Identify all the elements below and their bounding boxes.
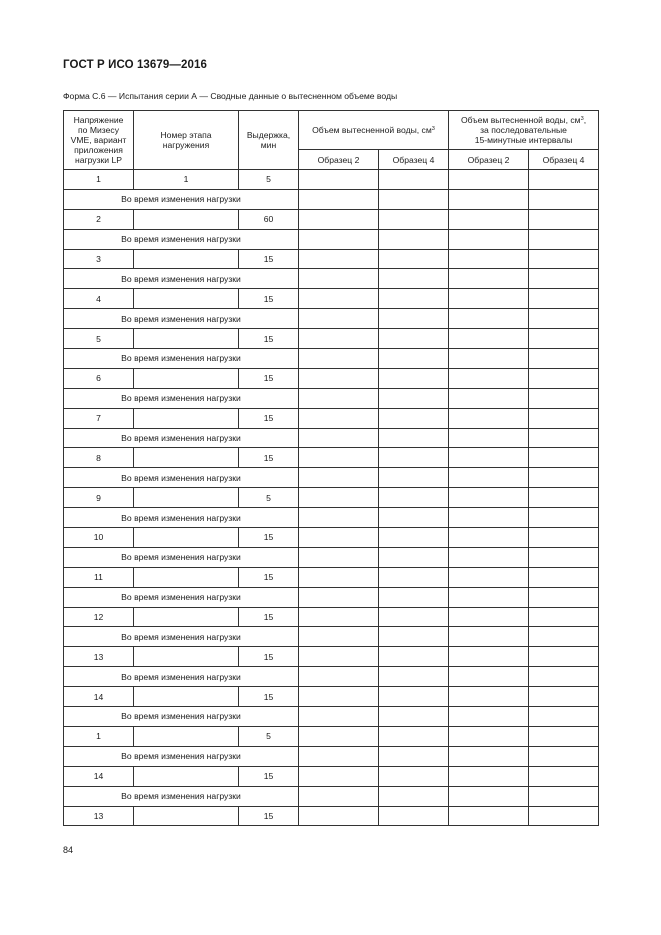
note-empty-cell <box>379 587 449 607</box>
table-row <box>64 766 599 786</box>
cell-interval-sample-2 <box>449 766 529 786</box>
cell-stage <box>134 329 239 349</box>
note-empty-cell <box>299 508 379 528</box>
cell-interval-sample-4 <box>529 528 599 548</box>
note-empty-cell <box>379 189 449 209</box>
cell-voltage: 8 <box>64 448 134 468</box>
cell-volume-sample-2 <box>299 488 379 508</box>
note-row <box>64 587 599 607</box>
table-row <box>64 209 599 229</box>
cell-interval-sample-2 <box>449 209 529 229</box>
note-empty-cell <box>379 428 449 448</box>
cell-interval-sample-4 <box>529 726 599 746</box>
table-row <box>64 368 599 388</box>
cell-volume-sample-4 <box>379 567 449 587</box>
note-empty-cell <box>449 627 529 647</box>
note-during-load-change: Во время изменения нагрузки <box>64 786 299 806</box>
cell-volume-sample-4 <box>379 408 449 428</box>
cell-volume-sample-2 <box>299 170 379 190</box>
cell-stage <box>134 209 239 229</box>
cell-interval-sample-2 <box>449 329 529 349</box>
note-during-load-change: Во время изменения нагрузки <box>64 667 299 687</box>
note-empty-cell <box>449 269 529 289</box>
header-interval: Объем вытесненной воды, $см^3$, за последовательные 15-минутные интервалы <box>449 111 599 150</box>
note-empty-cell <box>529 349 599 369</box>
note-empty-cell <box>379 746 449 766</box>
summary-table <box>63 110 599 826</box>
table-row <box>64 726 599 746</box>
cell-interval-sample-4 <box>529 806 599 826</box>
note-empty-cell <box>529 229 599 249</box>
cell-voltage: 4 <box>64 289 134 309</box>
cell-interval-sample-4 <box>529 209 599 229</box>
note-empty-cell <box>449 468 529 488</box>
cell-voltage: 5 <box>64 329 134 349</box>
note-empty-cell <box>299 786 379 806</box>
note-empty-cell <box>529 746 599 766</box>
cell-voltage: 14 <box>64 687 134 707</box>
note-empty-cell <box>379 786 449 806</box>
note-during-load-change: Во время изменения нагрузки <box>64 707 299 727</box>
note-empty-cell <box>299 388 379 408</box>
cell-interval-sample-4 <box>529 567 599 587</box>
header-sample-2: Образец 2 <box>299 150 379 170</box>
cell-volume-sample-2 <box>299 726 379 746</box>
cell-stage <box>134 488 239 508</box>
cell-volume-sample-4 <box>379 766 449 786</box>
note-empty-cell <box>529 707 599 727</box>
note-empty-cell <box>379 627 449 647</box>
cell-interval-sample-2 <box>449 647 529 667</box>
cell-volume-sample-4 <box>379 209 449 229</box>
header-volume-unit-power: 3 <box>431 126 435 132</box>
cell-volume-sample-2 <box>299 766 379 786</box>
header-voltage-line: приложения <box>74 145 123 155</box>
note-empty-cell <box>379 508 449 528</box>
note-row <box>64 746 599 766</box>
note-empty-cell <box>299 189 379 209</box>
note-empty-cell <box>379 388 449 408</box>
cell-stage <box>134 647 239 667</box>
cell-volume-sample-4 <box>379 289 449 309</box>
cell-hold: 5 <box>239 726 299 746</box>
table-row <box>64 528 599 548</box>
note-row <box>64 786 599 806</box>
table-row <box>64 408 599 428</box>
note-row <box>64 309 599 329</box>
cell-voltage: 12 <box>64 607 134 627</box>
cell-interval-sample-4 <box>529 289 599 309</box>
cell-voltage: 9 <box>64 488 134 508</box>
cell-volume-sample-4 <box>379 607 449 627</box>
cell-interval-sample-4 <box>529 488 599 508</box>
note-empty-cell <box>299 428 379 448</box>
table-row <box>64 488 599 508</box>
cell-hold: 15 <box>239 806 299 826</box>
cell-volume-sample-2 <box>299 607 379 627</box>
header-voltage-line: по Мизесу <box>78 125 119 135</box>
note-empty-cell <box>449 309 529 329</box>
cell-volume-sample-2 <box>299 806 379 826</box>
note-row <box>64 189 599 209</box>
cell-voltage: 11 <box>64 567 134 587</box>
note-row <box>64 707 599 727</box>
note-empty-cell <box>299 468 379 488</box>
cell-voltage: 1 <box>64 170 134 190</box>
cell-interval-sample-2 <box>449 528 529 548</box>
header-row-1 <box>64 111 599 150</box>
note-row <box>64 269 599 289</box>
cell-stage: 1 <box>134 170 239 190</box>
cell-voltage: 2 <box>64 209 134 229</box>
cell-voltage: 3 <box>64 249 134 269</box>
cell-hold: 15 <box>239 607 299 627</box>
note-during-load-change: Во время изменения нагрузки <box>64 587 299 607</box>
cell-interval-sample-2 <box>449 249 529 269</box>
note-during-load-change: Во время изменения нагрузки <box>64 428 299 448</box>
cell-volume-sample-2 <box>299 647 379 667</box>
header-stage-line: Номер этапа <box>160 130 212 140</box>
note-empty-cell <box>529 547 599 567</box>
cell-hold: 15 <box>239 448 299 468</box>
cell-voltage: 10 <box>64 528 134 548</box>
cell-interval-sample-4 <box>529 368 599 388</box>
note-empty-cell <box>299 349 379 369</box>
cell-interval-sample-2 <box>449 687 529 707</box>
header-voltage-line: VME, вариант <box>70 135 127 145</box>
cell-volume-sample-4 <box>379 448 449 468</box>
cell-hold: 15 <box>239 528 299 548</box>
cell-volume-sample-4 <box>379 806 449 826</box>
note-empty-cell <box>299 309 379 329</box>
cell-stage <box>134 567 239 587</box>
note-empty-cell <box>449 667 529 687</box>
note-row <box>64 388 599 408</box>
cell-interval-sample-2 <box>449 607 529 627</box>
table-row <box>64 567 599 587</box>
cell-interval-sample-4 <box>529 766 599 786</box>
note-empty-cell <box>449 349 529 369</box>
cell-interval-sample-4 <box>529 607 599 627</box>
table-row <box>64 329 599 349</box>
note-during-load-change: Во время изменения нагрузки <box>64 627 299 647</box>
note-empty-cell <box>299 229 379 249</box>
cell-interval-sample-4 <box>529 448 599 468</box>
note-empty-cell <box>379 309 449 329</box>
cell-voltage: 7 <box>64 408 134 428</box>
header-volume <box>299 111 449 150</box>
note-row <box>64 349 599 369</box>
note-empty-cell <box>449 746 529 766</box>
cell-voltage: 6 <box>64 368 134 388</box>
cell-volume-sample-2 <box>299 329 379 349</box>
cell-interval-sample-4 <box>529 687 599 707</box>
page-number: 84 <box>63 845 74 855</box>
note-empty-cell <box>299 746 379 766</box>
cell-interval-sample-2 <box>449 170 529 190</box>
header-interval-sample-2: Образец 2 <box>449 150 529 170</box>
form-caption: Форма С.6 — Испытания серии А — Сводные данные о вытесненном объеме воды <box>63 91 398 101</box>
note-empty-cell <box>449 587 529 607</box>
header-voltage <box>64 111 134 170</box>
note-empty-cell <box>379 547 449 567</box>
header-interval-line1: Объем вытесненной воды, см <box>460 115 581 125</box>
cell-hold: 15 <box>239 766 299 786</box>
cell-voltage: 1 <box>64 726 134 746</box>
header-hold-line: Выдержка, <box>246 130 291 140</box>
cell-volume-sample-2 <box>299 209 379 229</box>
table-row <box>64 289 599 309</box>
cell-volume-sample-2 <box>299 687 379 707</box>
note-during-load-change: Во время изменения нагрузки <box>64 229 299 249</box>
note-empty-cell <box>379 349 449 369</box>
header-interval-unit-power: 3 <box>580 116 584 122</box>
cell-interval-sample-2 <box>449 408 529 428</box>
cell-stage <box>134 687 239 707</box>
note-during-load-change: Во время изменения нагрузки <box>64 547 299 567</box>
note-during-load-change: Во время изменения нагрузки <box>64 189 299 209</box>
note-empty-cell <box>449 428 529 448</box>
note-empty-cell <box>529 269 599 289</box>
note-empty-cell <box>529 786 599 806</box>
table-row <box>64 448 599 468</box>
cell-interval-sample-2 <box>449 289 529 309</box>
note-during-load-change: Во время изменения нагрузки <box>64 746 299 766</box>
note-empty-cell <box>529 388 599 408</box>
cell-interval-sample-2 <box>449 368 529 388</box>
note-empty-cell <box>529 508 599 528</box>
note-empty-cell <box>379 229 449 249</box>
cell-volume-sample-2 <box>299 249 379 269</box>
cell-interval-sample-2 <box>449 567 529 587</box>
cell-volume-sample-4 <box>379 726 449 746</box>
table-body <box>64 111 599 826</box>
cell-hold: 60 <box>239 209 299 229</box>
cell-hold: 15 <box>239 687 299 707</box>
cell-volume-sample-2 <box>299 528 379 548</box>
note-during-load-change: Во время изменения нагрузки <box>64 388 299 408</box>
note-empty-cell <box>449 229 529 249</box>
cell-stage <box>134 607 239 627</box>
header-sample-4: Образец 4 <box>379 150 449 170</box>
note-empty-cell <box>379 667 449 687</box>
note-empty-cell <box>449 786 529 806</box>
note-empty-cell <box>449 508 529 528</box>
cell-voltage: 14 <box>64 766 134 786</box>
cell-stage <box>134 368 239 388</box>
note-empty-cell <box>529 309 599 329</box>
table-row <box>64 806 599 826</box>
header-interval-sample-4: Образец 4 <box>529 150 599 170</box>
cell-hold: 15 <box>239 368 299 388</box>
note-empty-cell <box>299 627 379 647</box>
note-empty-cell <box>529 428 599 448</box>
cell-volume-sample-4 <box>379 249 449 269</box>
table-row <box>64 647 599 667</box>
note-row <box>64 229 599 249</box>
cell-stage <box>134 806 239 826</box>
cell-volume-sample-4 <box>379 170 449 190</box>
header-stage <box>134 111 239 170</box>
cell-hold: 15 <box>239 329 299 349</box>
cell-volume-sample-2 <box>299 408 379 428</box>
cell-stage <box>134 289 239 309</box>
note-empty-cell <box>449 547 529 567</box>
note-row <box>64 627 599 647</box>
cell-volume-sample-2 <box>299 567 379 587</box>
note-empty-cell <box>379 269 449 289</box>
cell-hold: 15 <box>239 289 299 309</box>
table-row <box>64 170 599 190</box>
cell-stage <box>134 249 239 269</box>
header-interval-line3: 15-минутные интервалы <box>474 135 573 145</box>
cell-volume-sample-4 <box>379 368 449 388</box>
cell-volume-sample-2 <box>299 368 379 388</box>
table-row <box>64 687 599 707</box>
cell-volume-sample-4 <box>379 528 449 548</box>
note-during-load-change: Во время изменения нагрузки <box>64 508 299 528</box>
cell-interval-sample-4 <box>529 647 599 667</box>
header-voltage-line: Напряжение <box>73 115 124 125</box>
header-voltage-line: нагрузки LP <box>74 155 123 165</box>
header-interval-line2: за последовательные <box>480 125 567 135</box>
note-empty-cell <box>529 468 599 488</box>
note-empty-cell <box>299 667 379 687</box>
cell-interval-sample-4 <box>529 170 599 190</box>
cell-volume-sample-4 <box>379 329 449 349</box>
note-row <box>64 667 599 687</box>
cell-voltage: 13 <box>64 806 134 826</box>
note-empty-cell <box>299 587 379 607</box>
note-during-load-change: Во время изменения нагрузки <box>64 269 299 289</box>
cell-hold: 15 <box>239 249 299 269</box>
cell-stage <box>134 528 239 548</box>
note-empty-cell <box>379 707 449 727</box>
note-empty-cell <box>449 707 529 727</box>
note-empty-cell <box>529 667 599 687</box>
document-title: ГОСТ Р ИСО 13679—2016 <box>63 59 208 71</box>
note-row <box>64 508 599 528</box>
cell-hold: 5 <box>239 488 299 508</box>
note-empty-cell <box>299 547 379 567</box>
cell-interval-sample-4 <box>529 408 599 428</box>
note-empty-cell <box>299 707 379 727</box>
note-empty-cell <box>529 587 599 607</box>
note-empty-cell <box>529 627 599 647</box>
header-stage-line: нагружения <box>162 140 210 150</box>
table-row <box>64 249 599 269</box>
cell-stage <box>134 726 239 746</box>
cell-interval-sample-4 <box>529 329 599 349</box>
cell-hold: 15 <box>239 647 299 667</box>
header-hold <box>239 111 299 170</box>
cell-interval-sample-4 <box>529 249 599 269</box>
cell-volume-sample-4 <box>379 687 449 707</box>
cell-stage <box>134 448 239 468</box>
table-row <box>64 607 599 627</box>
header-volume-label: Объем вытесненной воды, см <box>312 125 432 135</box>
cell-hold: 15 <box>239 408 299 428</box>
note-empty-cell <box>449 388 529 408</box>
cell-interval-sample-2 <box>449 488 529 508</box>
cell-interval-sample-2 <box>449 806 529 826</box>
note-row <box>64 428 599 448</box>
note-during-load-change: Во время изменения нагрузки <box>64 468 299 488</box>
note-empty-cell <box>379 468 449 488</box>
cell-stage <box>134 408 239 428</box>
cell-hold: 15 <box>239 567 299 587</box>
cell-interval-sample-2 <box>449 726 529 746</box>
cell-hold: 5 <box>239 170 299 190</box>
note-row <box>64 547 599 567</box>
note-during-load-change: Во время изменения нагрузки <box>64 309 299 329</box>
note-row <box>64 468 599 488</box>
cell-volume-sample-4 <box>379 488 449 508</box>
note-empty-cell <box>449 189 529 209</box>
cell-voltage: 13 <box>64 647 134 667</box>
cell-stage <box>134 766 239 786</box>
header-hold-line: мин <box>260 140 277 150</box>
note-during-load-change: Во время изменения нагрузки <box>64 349 299 369</box>
note-empty-cell <box>529 189 599 209</box>
cell-volume-sample-2 <box>299 448 379 468</box>
cell-interval-sample-2 <box>449 448 529 468</box>
cell-volume-sample-4 <box>379 647 449 667</box>
cell-volume-sample-2 <box>299 289 379 309</box>
note-empty-cell <box>299 269 379 289</box>
